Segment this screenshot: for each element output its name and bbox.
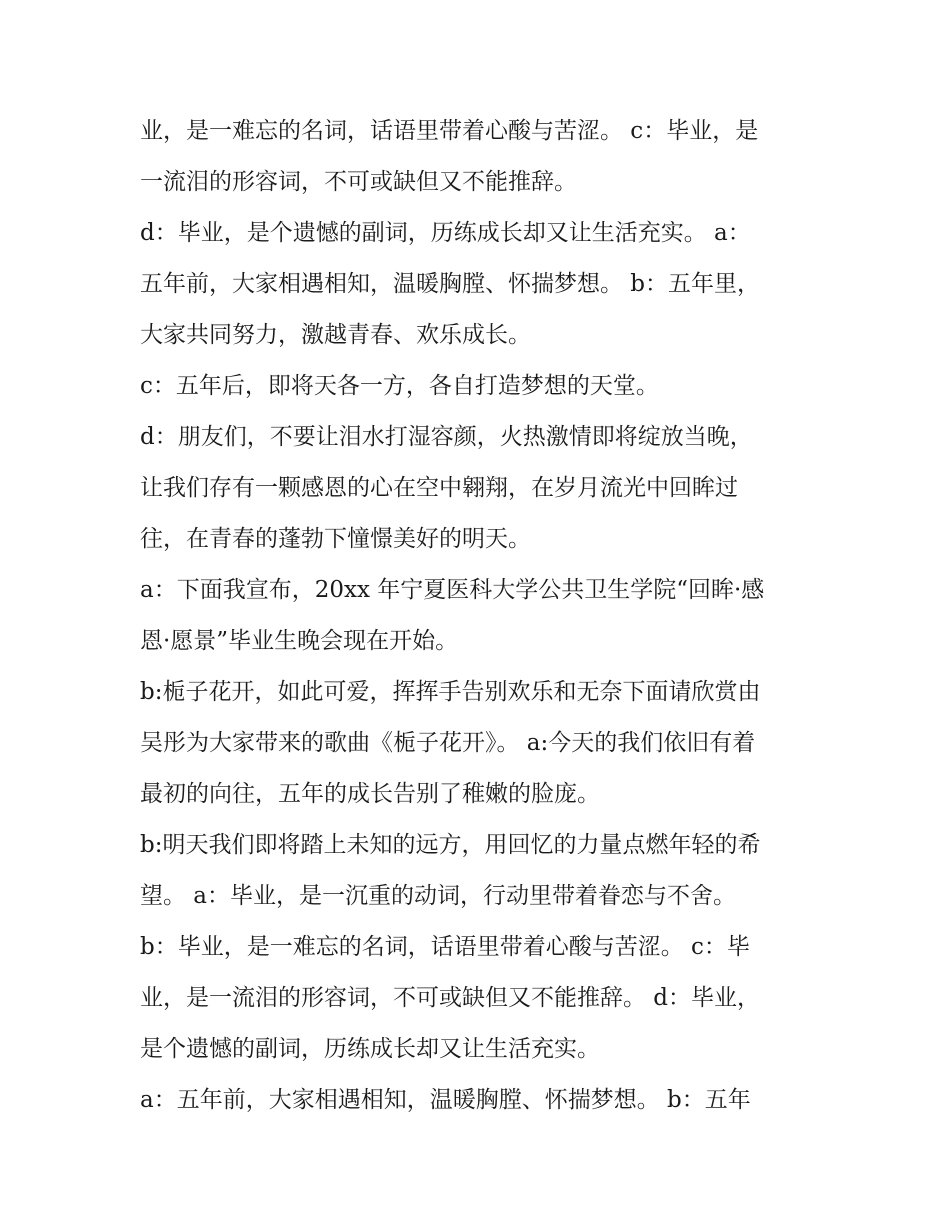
text-line: 最初的向往，五年的成长告别了稚嫩的脸庞。 bbox=[140, 781, 600, 807]
text-line: 是个遗憾的副词，历练成长却又让生活充实。 bbox=[140, 1036, 600, 1062]
text-line: 业，是一难忘的名词，话语里带着心酸与苦涩。 c：毕业，是 bbox=[140, 118, 759, 144]
text-line: 往，在青春的蓬勃下憧憬美好的明天。 bbox=[140, 526, 531, 552]
text-line: 大家共同努力，激越青春、欢乐成长。 bbox=[140, 322, 531, 348]
text-line: a：五年前，大家相遇相知，温暖胸膛、怀揣梦想。 b：五年 bbox=[140, 1087, 751, 1113]
text-line: d：毕业，是个遗憾的副词，历练成长却又让生活充实。 a： bbox=[140, 220, 751, 246]
text-line: 吴彤为大家带来的歌曲《栀子花开》。 a:今天的我们依旧有着 bbox=[140, 730, 756, 756]
text-line: b：毕业，是一难忘的名词，话语里带着心酸与苦涩。 c：毕 bbox=[140, 934, 750, 960]
text-line: d：朋友们，不要让泪水打湿容颜，火热激情即将绽放当晚， bbox=[140, 424, 753, 450]
text-line: a：下面我宣布，20xx 年宁夏医科大学公共卫生学院“回眸·感 bbox=[140, 577, 765, 603]
text-line: 五年前，大家相遇相知，温暖胸膛、怀揣梦想。 b：五年里， bbox=[140, 271, 761, 297]
text-line: 让我们存有一颗感恩的心在空中翱翔，在岁月流光中回眸过 bbox=[140, 475, 738, 501]
text-line: c：五年后，即将天各一方，各自打造梦想的天堂。 bbox=[140, 373, 659, 399]
text-line: 恩·愿景”毕业生晚会现在开始。 bbox=[140, 628, 459, 654]
document-body bbox=[140, 108, 820, 1128]
text-line: b:栀子花开，如此可爱，挥挥手告别欢乐和无奈下面请欣赏由 bbox=[140, 679, 761, 705]
text-line: 一流泪的形容词，不可或缺但又不能推辞。 bbox=[140, 169, 577, 195]
text-line: b:明天我们即将踏上未知的远方，用回忆的力量点燃年轻的希 bbox=[140, 832, 761, 858]
text-line: 业，是一流泪的形容词，不可或缺但又不能推辞。 d：毕业， bbox=[140, 985, 761, 1011]
text-line: 望。 a：毕业，是一沉重的动词，行动里带着眷恋与不舍。 bbox=[140, 883, 737, 909]
